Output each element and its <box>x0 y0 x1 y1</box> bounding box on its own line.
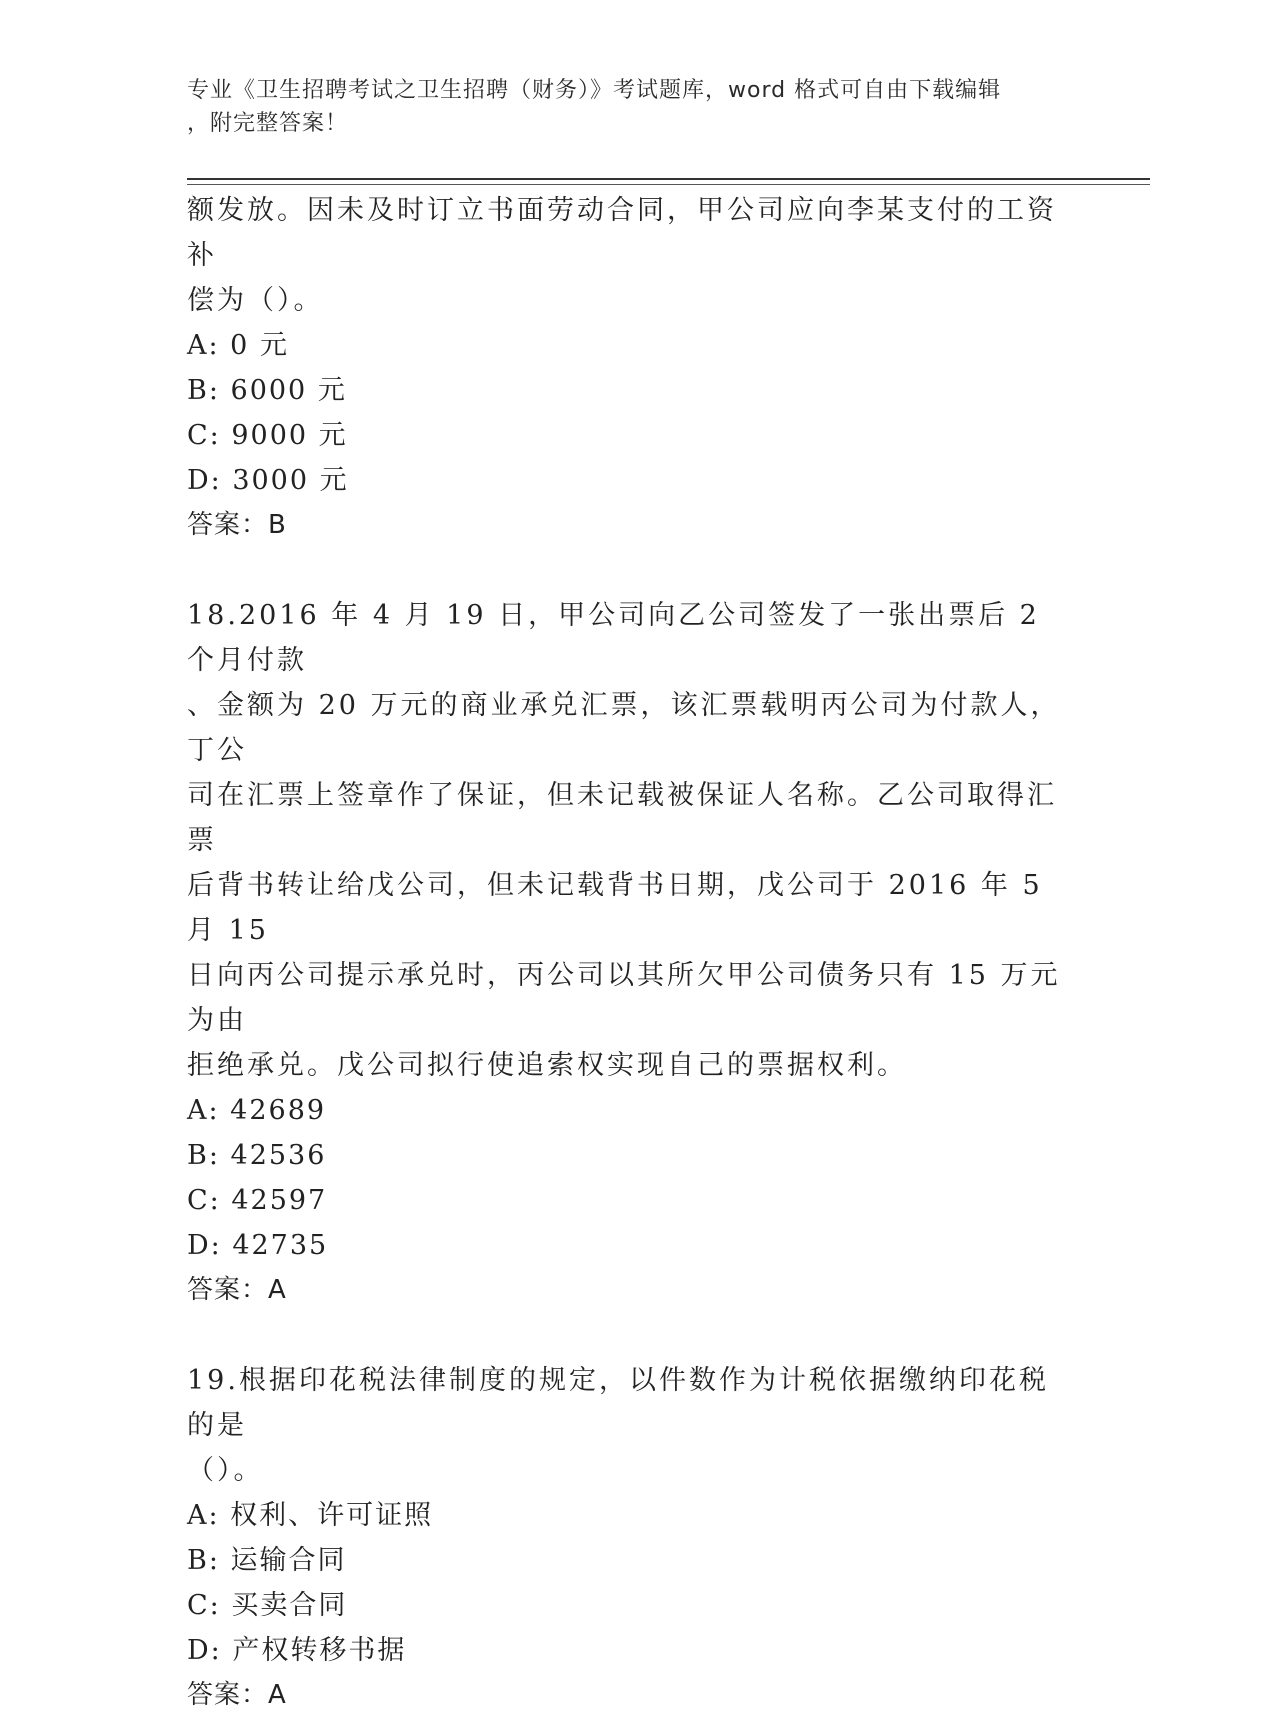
option-b: B: 42536 <box>187 1140 327 1171</box>
option-a: A: 0 元 <box>187 330 289 361</box>
answer: 答案：A <box>187 1680 287 1710</box>
question-line: 日向丙公司提示承兑时，丙公司以其所欠甲公司债务只有 15 万元为由 <box>187 960 1061 1036</box>
question-line: 司在汇票上签章作了保证，但未记载被保证人名称。乙公司取得汇票 <box>187 780 1057 856</box>
option-a: A: 42689 <box>187 1095 327 1126</box>
answer: 答案：B <box>187 510 287 540</box>
answer: 答案：A <box>187 1275 287 1305</box>
option-b: B: 运输合同 <box>187 1545 347 1576</box>
question-spacer <box>187 548 1077 593</box>
question-line: 偿为（）。 <box>187 285 324 316</box>
question-line: 19.根据印花税法律制度的规定，以件数作为计税依据缴纳印花税的是 <box>187 1365 1049 1441</box>
document-header <box>187 74 1067 140</box>
question-line: 额发放。因未及时订立书面劳动合同，甲公司应向李某支付的工资补 <box>187 195 1057 271</box>
option-b: B: 6000 元 <box>187 375 347 406</box>
header-line-1: 专业《卫生招聘考试之卫生招聘（财务）》考试题库，word 格式可自由下载编辑 <box>187 78 1002 103</box>
option-a: A: 权利、许可证照 <box>187 1500 434 1531</box>
question-list <box>187 188 1077 1718</box>
option-d: D: 3000 元 <box>187 465 349 496</box>
option-d: D: 产权转移书据 <box>187 1635 407 1666</box>
option-c: C: 42597 <box>187 1185 328 1216</box>
question-line: （）。 <box>187 1455 264 1486</box>
question-18 <box>187 593 1077 1313</box>
question-line: 18.2016 年 4 月 19 日，甲公司向乙公司签发了一张出票后 2 个月付款 <box>187 600 1052 676</box>
question-spacer <box>187 1313 1077 1358</box>
question-line: 后背书转让给戊公司，但未记载背书日期，戊公司于 2016 年 5 月 15 <box>187 870 1055 946</box>
question-line: 、金额为 20 万元的商业承兑汇票，该汇票载明丙公司为付款人，丁公 <box>187 690 1061 766</box>
header-line-2: ，附完整答案！ <box>187 111 349 136</box>
header-divider-thin <box>187 184 1150 185</box>
option-d: D: 42735 <box>187 1230 329 1261</box>
question-17 <box>187 188 1077 548</box>
header-divider-thick <box>187 178 1150 180</box>
option-c: C: 买卖合同 <box>187 1590 348 1621</box>
option-c: C: 9000 元 <box>187 420 348 451</box>
question-line: 拒绝承兑。戊公司拟行使追索权实现自己的票据权利。 <box>187 1050 907 1081</box>
question-19 <box>187 1358 1077 1718</box>
